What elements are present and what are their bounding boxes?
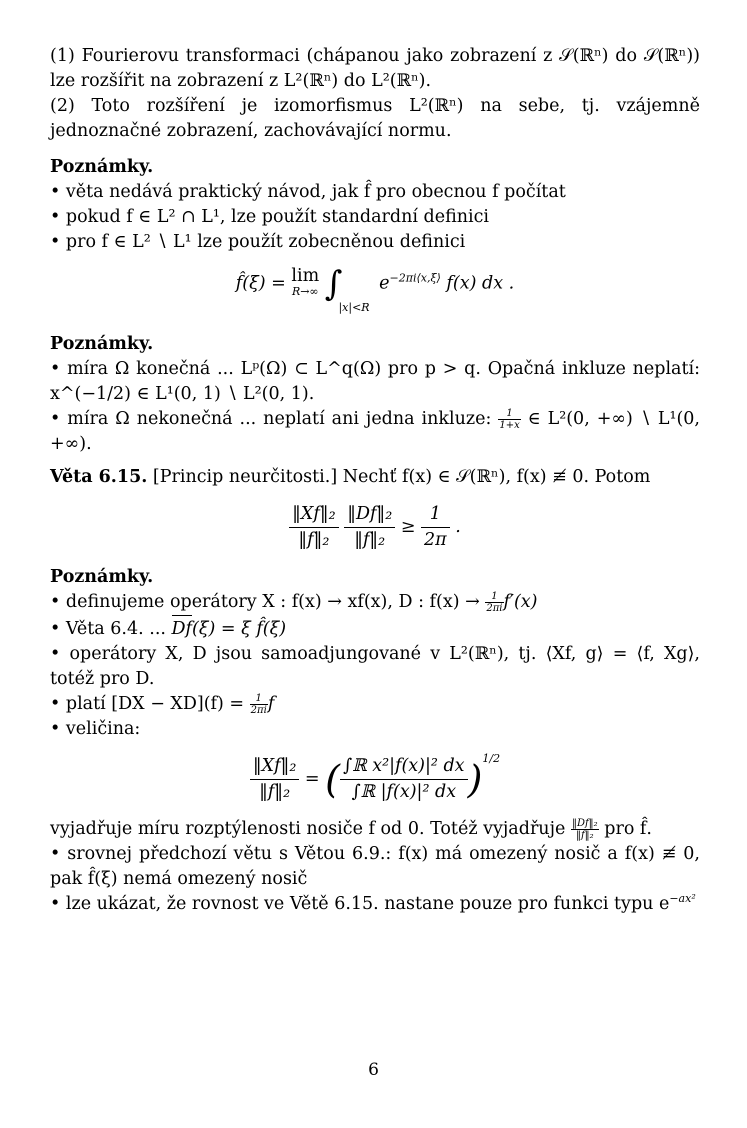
fraction-df	[344, 502, 395, 553]
note-text: f′(x)	[503, 591, 538, 612]
page-content	[50, 44, 700, 917]
note-text: f	[267, 693, 275, 714]
fraction-numerator: ‖Xf‖₂	[289, 502, 338, 528]
fraction-denominator: ∫ℝ |f(x)|² dx	[351, 781, 457, 802]
notes-heading-1: Poznámky.	[50, 157, 154, 177]
theorem-statement-part1: (1) Fourierovu transformaci (chápanou jako zobrazení z 𝒮(ℝⁿ) do 𝒮(ℝⁿ)) lze rozšířit na zobrazení z L²(ℝⁿ) do L²(ℝⁿ).	[50, 46, 700, 91]
note-text: (ξ) = ξ f̂(ξ)	[192, 618, 287, 639]
inline-fraction	[498, 408, 520, 431]
note-text: • Věta 6.4. ...	[50, 618, 166, 639]
note-text: pro f̂.	[604, 818, 652, 839]
geq-sign: ≥	[400, 516, 416, 537]
note-item	[50, 817, 700, 842]
uncertainty-inequality	[50, 502, 700, 553]
theorem-label: Věta 6.15.	[50, 466, 148, 487]
fraction-denominator: 2π	[424, 529, 447, 550]
note-item: • veličina:	[50, 718, 141, 739]
note-item	[50, 615, 700, 642]
note-item: • míra Ω konečná ... Lᵖ(Ω) ⊂ L^q(Ω) pro p > q. Opačná inkluze neplatí: x^(−1/2) ∈ L¹(0, 1) ∖ L²(0, 1).	[50, 358, 700, 404]
spread-equation	[50, 751, 700, 805]
fraction-denominator: 1+x	[499, 419, 520, 431]
fraction-numerator: 1	[421, 502, 450, 528]
note-item	[50, 407, 700, 457]
note-item: • věta nedává praktický návod, jak f̂ pro obecnou f počítat	[50, 182, 566, 202]
fraction-denominator: ‖f‖₂	[575, 829, 594, 841]
page-number: 6	[368, 1060, 379, 1080]
equals-sign: =	[304, 768, 320, 789]
note-item	[50, 590, 700, 615]
equation-period: .	[455, 516, 461, 537]
limit-operator	[291, 268, 319, 300]
fraction-denominator: ‖f‖₂	[259, 781, 291, 802]
fraction-denominator: 2πi	[250, 704, 267, 716]
note-text: • platí [DX − XD](f) =	[50, 693, 245, 714]
fraction-bound	[421, 502, 450, 553]
generalized-fourier-equation	[50, 264, 700, 320]
fraction-numerator: ∫ℝ x²|f(x)|² dx	[340, 754, 468, 780]
inline-fraction	[571, 818, 599, 841]
note-item: • operátory X, D jsou samoadjungované v L²(ℝⁿ), tj. ⟨Xf, g⟩ = ⟨f, Xg⟩, totéž pro D.	[50, 643, 700, 689]
note-text: vyjadřuje míru rozptýlenosti nosiče f od 0. Totéž vyjadřuje	[50, 818, 566, 839]
hat-df: Df	[172, 615, 193, 642]
fraction-xf	[289, 502, 338, 553]
right-paren: )	[467, 757, 483, 801]
theorem-6-15	[50, 465, 700, 490]
note-item	[50, 892, 700, 917]
note-item: • pokud f ∈ L² ∩ L¹, lze použít standardní definici	[50, 207, 490, 227]
note-text: • lze ukázat, že rovnost ve Větě 6.15. nastane pouze pro funkci typu e	[50, 893, 670, 914]
inline-fraction	[485, 591, 503, 614]
theorem-statement-part2: (2) Toto rozšíření je izomorfismus L²(ℝⁿ) na sebe, tj. vzájemně jednoznačné zobrazení, zachovávající normu.	[50, 96, 700, 141]
note-text: • míra Ω nekonečná ... neplatí ani jedna inkluze:	[50, 408, 492, 429]
exponential-base: e	[379, 273, 390, 294]
exponent: −2πi⟨x,ξ⟩	[389, 271, 441, 285]
notes-heading-2: Poznámky.	[50, 333, 154, 354]
fraction-numerator: 1	[485, 591, 503, 603]
fraction-numerator: ‖Df‖₂	[571, 817, 598, 829]
inline-fraction	[250, 693, 268, 716]
equation-tail: f(x) dx .	[446, 273, 515, 294]
note-item	[50, 692, 700, 717]
fraction-rhs	[340, 754, 468, 805]
note-item: • pro f ∈ L² ∖ L¹ lze použít zobecněnou definici	[50, 232, 466, 252]
equation-lhs: f̂(ξ) =	[235, 273, 286, 294]
theorem-text: [Princip neurčitosti.] Nechť f(x) ∈ 𝒮(ℝⁿ), f(x) ≢ 0. Potom	[152, 466, 651, 487]
fraction-numerator: ‖Xf‖₂	[250, 754, 299, 780]
exponent: −ax²	[669, 891, 696, 905]
integral-domain: |x|<R	[338, 300, 370, 314]
fraction-numerator: 1	[498, 408, 520, 420]
note-item: • srovnej předchozí větu s Větou 6.9.: f(x) má omezený nosič a f(x) ≢ 0, pak f̂(ξ) nemá omezený nosič	[50, 843, 700, 889]
exponent: 1/2	[482, 751, 501, 765]
note-text: ∈ L²(0, +∞) ∖ L¹(0, +∞).	[50, 408, 700, 454]
integral-sign: ∫	[324, 264, 343, 304]
notes-heading-3: Poznámky.	[50, 566, 154, 587]
fraction-denominator: 2πi	[486, 602, 503, 614]
left-paren: (	[325, 757, 340, 801]
fraction-numerator: 1	[250, 693, 268, 705]
fraction-denominator: ‖f‖₂	[354, 529, 386, 550]
lim-subscript: R→∞	[291, 285, 319, 298]
fraction-lhs	[250, 754, 299, 805]
note-text: • definujeme operátory X : f(x) → xf(x), D : f(x) →	[50, 591, 480, 612]
fraction-denominator: ‖f‖₂	[298, 529, 330, 550]
lim-text: lim	[291, 266, 320, 286]
fraction-numerator: ‖Df‖₂	[344, 502, 395, 528]
